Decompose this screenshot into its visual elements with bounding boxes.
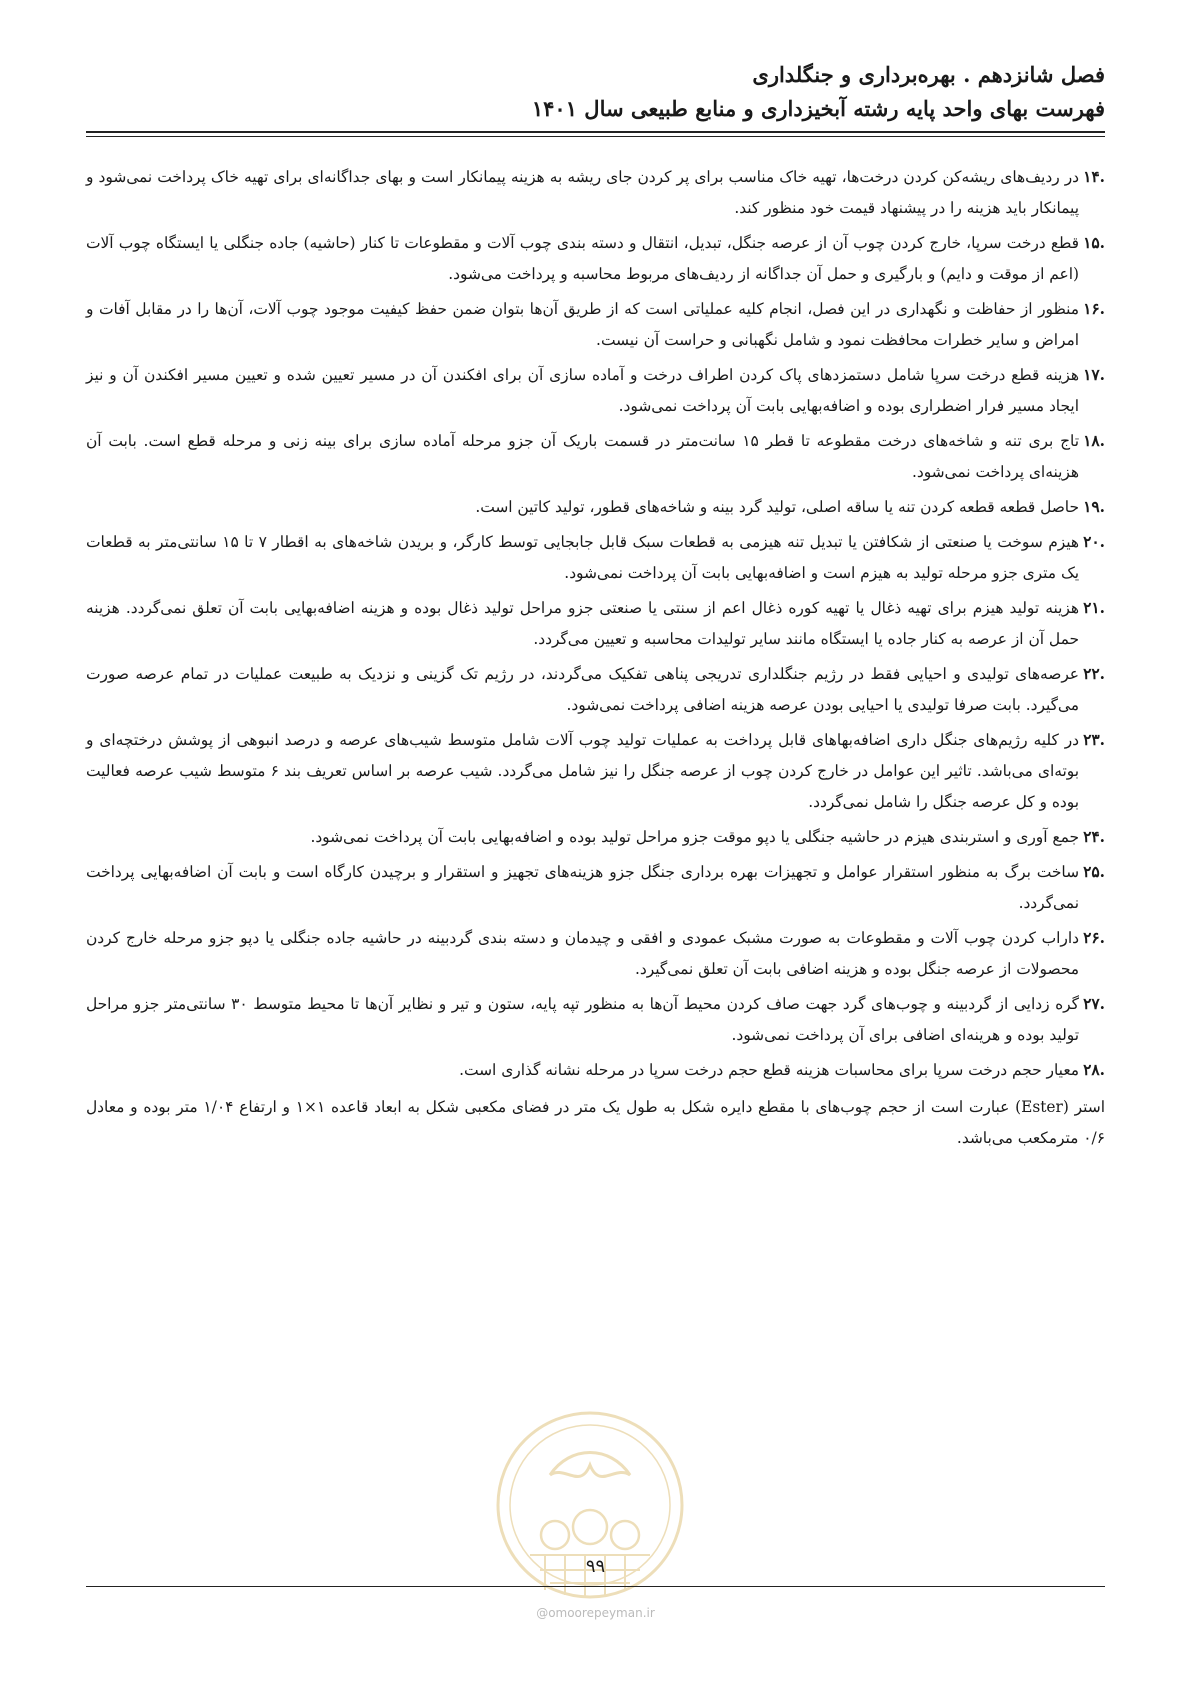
list-item <box>86 162 1105 224</box>
item-number: .۲۱ <box>1083 599 1105 617</box>
item-text: هیزم سوخت یا صنعتی از شکافتن یا تبدیل تنه هیزمی به قطعات سبک قابل جابجایی توسط کارگر، و بریدن شاخه‌های به اقطار ۷ تا ۱۵ سانتی‌متر به قطعات یک متری جزو مرحله تولید به هیزم است و اضافه‌بهایی بابت آن پرداخت نمی‌شود. <box>86 533 1079 582</box>
item-number: .۲۸ <box>1083 1061 1105 1079</box>
item-text: هزینه تولید هیزم برای تهیه ذغال یا تهیه کوره ذغال اعم از سنتی یا صنعتی جزو مراحل تولید ذغال بوده و هزینه اضافه‌بهایی بابت آن تعلق نمی‌گردد. هزینه حمل آن از عرصه به کنار جاده یا ایستگاه مانند سایر تولیدات محاسبه و تعیین می‌گردد. <box>86 599 1079 648</box>
item-text: عرصه‌های تولیدی و احیایی فقط در رژیم جنگلداری تدریجی پناهی تفکیک می‌گردند، در رژیم تک گزینی و نزدیک به طبیعت عملیات در تمام عرصه صورت می‌گیرد. بابت صرفا تولیدی یا احیایی بودن عرصه هزینه اضافی پرداخت نمی‌شود. <box>86 665 1079 714</box>
item-text: معیار حجم درخت سرپا برای محاسبات هزینه قطع حجم درخت سرپا در مرحله نشانه گذاری است. <box>459 1061 1079 1079</box>
list-item <box>86 1055 1105 1086</box>
item-number: .۲۰ <box>1083 533 1105 551</box>
item-text: تاج بری تنه و شاخه‌های درخت مقطوعه تا قطر ۱۵ سانت‌متر در قسمت باریک آن جزو مرحله آماده سازی برای بینه زنی و مرحله قطع است. بابت آن هزینه‌ای پرداخت نمی‌شود. <box>86 432 1079 481</box>
item-text: هزینه قطع درخت سرپا شامل دستمزدهای پاک کردن اطراف درخت و آماده سازی آن برای افکندن آن در مسیر تعیین شده و تعیین مسیر افکندن آن و نیز ایجاد مسیر فرار اضطراری بوده و اضافه‌بهایی بابت آن پرداخت نمی‌شود. <box>86 366 1079 415</box>
list-item <box>86 822 1105 853</box>
list-item <box>86 294 1105 356</box>
item-number: .۱۴ <box>1083 168 1105 186</box>
header-rule-thin <box>86 136 1105 137</box>
item-number: .۱۵ <box>1083 234 1105 252</box>
item-number: .۲۵ <box>1083 863 1105 881</box>
item-text: داراب کردن چوب آلات و مقطوعات به صورت مشبک عمودی و افقی و چیدمان و دسته بندی گردبینه در حاشیه جاده جنگلی یا دپو جزو مرحله خارج کردن محصولات از عرصه جنگل بوده و هزینه اضافی بابت آن تعلق نمی‌گیرد. <box>86 929 1079 978</box>
website-watermark: @omoorepeyman.ir <box>536 1606 655 1620</box>
item-text: قطع درخت سرپا، خارج کردن چوب آن از عرصه جنگل، تبدیل، انتقال و دسته بندی چوب آلات و مقطوعات تا کنار (حاشیه) جاده جنگلی یا ایستگاه چوب آلات (اعم از موقت و دایم) و بارگیری و حمل آن جداگانه از ردیف‌های مربوط محاسبه و پرداخت می‌شود. <box>86 234 1079 283</box>
item-number: .۱۸ <box>1083 432 1105 450</box>
list-item <box>86 725 1105 818</box>
ester-definition-note: استر (Ester) عبارت است از حجم چوب‌های با مقطع دایره شکل به طول یک متر در فضای مکعبی شکل به ابعاد قاعده ۱×۱ و ارتفاع ۱/۰۴ متر بوده و معادل ۰/۶ مترمکعب می‌باشد. <box>86 1098 1105 1147</box>
item-number: .۱۶ <box>1083 300 1105 318</box>
list-item <box>86 659 1105 721</box>
page-number: ۹۹ <box>585 1556 606 1577</box>
item-number: .۲۴ <box>1083 828 1105 846</box>
list-item <box>86 857 1105 919</box>
list-item <box>86 360 1105 422</box>
list-item <box>86 492 1105 523</box>
item-text: ساخت برگ به منظور استقرار عوامل و تجهیزات بهره برداری جنگل جزو هزینه‌های تجهیز و استقرار و برچیدن کارگاه است و بابت آن اضافه‌بهایی پرداخت نمی‌گردد. <box>86 863 1079 912</box>
item-text: حاصل قطعه قطعه کردن تنه یا ساقه اصلی، تولید گرد بینه و شاخه‌های قطور، تولید کاتین است. <box>475 498 1079 516</box>
list-item <box>86 426 1105 488</box>
item-number: .۲۷ <box>1083 995 1105 1013</box>
item-number: .۲۲ <box>1083 665 1105 683</box>
list-item <box>86 527 1105 589</box>
chapter-title: فصل شانزدهم . بهره‌برداری و جنگلداری <box>752 62 1105 87</box>
item-text: در ردیف‌های ریشه‌کن کردن درخت‌ها، تهیه خاک مناسب برای پر کردن جای ریشه به هزینه پیمانکار است و بهای جداگانه‌ای برای تهیه خاک پرداخت نمی‌شود و پیمانکار باید هزینه را در پیشنهاد قیمت خود منظور کند. <box>86 168 1079 217</box>
item-number: .۲۶ <box>1083 929 1105 947</box>
item-number: .۲۳ <box>1083 731 1105 749</box>
item-number: .۱۷ <box>1083 366 1105 384</box>
document-subtitle: فهرست بهای واحد پایه رشته آبخیزداری و منابع طبیعی سال ۱۴۰۱ <box>531 96 1105 121</box>
item-text: گره زدایی از گردبینه و چوب‌های گرد جهت صاف کردن محیط آن‌ها به منظور تپه پایه، ستون و تیر و نظایر آن‌ها تا محیط متوسط ۳۰ سانتی‌متر جزو مراحل تولید بوده و هرینه‌ای اضافی برای آن پرداخت نمی‌شود. <box>86 995 1079 1044</box>
list-item <box>86 593 1105 655</box>
list-item <box>86 228 1105 290</box>
header-rule-thick <box>86 131 1105 133</box>
list-item <box>86 989 1105 1051</box>
body-content <box>86 162 1105 1154</box>
item-number: .۱۹ <box>1083 498 1105 516</box>
page-header <box>86 58 1105 126</box>
item-text: در کلیه رژیم‌های جنگل داری اضافه‌بهاهای قابل پرداخت به عملیات تولید چوب آلات شامل متوسط شیب‌های عرصه و درصد انبوهی از پوشش درختچه‌ای و بوته‌ای می‌باشد. تاثیر این عوامل در خارج کردن چوب از عرصه جنگل را نیز شامل می‌گردد. شیب عرصه بر اساس تعریف بند ۶ متوسط شیب عرصه فعالیت بوده و کل عرصه جنگل را شامل نمی‌گردد. <box>86 731 1079 811</box>
list-item <box>86 923 1105 985</box>
footer-rule <box>86 1586 1105 1587</box>
item-text: منظور از حفاظت و نگهداری در این فصل، انجام کلیه عملیاتی است که از طریق آن‌ها بتوان ضمن حفظ کیفیت موجود چوب آلات، آن‌ها را در مقابل آفات و امراض و سایر خطرات محافظت نمود و شامل نگهبانی و حراست آن نیست. <box>86 300 1079 349</box>
item-text: جمع آوری و استربندی هیزم در حاشیه جنگلی یا دپو موقت جزو مراحل تولید بوده و اضافه‌بهایی بابت آن پرداخت نمی‌شود. <box>310 828 1079 846</box>
